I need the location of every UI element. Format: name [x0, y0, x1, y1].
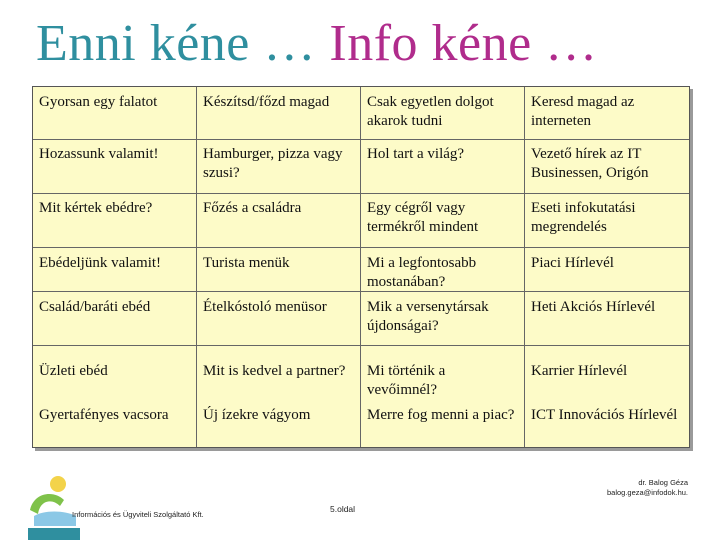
row-divider	[33, 193, 689, 194]
table-cell: Mit kértek ebédre?	[39, 200, 153, 216]
table-cell: Család/baráti ebéd	[39, 299, 151, 315]
table-cell: Heti Akciós Hírlevél	[531, 299, 656, 315]
title-part-info: Info kéne …	[329, 15, 598, 72]
table-cell: Mi történik a vevőimnél?	[367, 363, 446, 398]
table-cell: Üzleti ebéd	[39, 363, 108, 379]
column-divider	[360, 87, 361, 447]
table-cell: Ebédeljünk valamit!	[39, 255, 162, 271]
page-number: 5.oldal	[330, 504, 356, 514]
column-divider	[524, 87, 525, 447]
table-cell: Gyorsan egy falatot	[39, 94, 158, 110]
table-cell: Turista menük	[203, 255, 290, 271]
column-divider	[196, 87, 197, 447]
table-cell: Ételkóstoló menüsor	[203, 299, 327, 315]
title-part-food: Enni kéne …	[36, 15, 316, 72]
table-cell: Mit is kedvel a partner?	[203, 363, 346, 379]
comparison-table	[32, 86, 690, 448]
table-cell: Mik a versenytársak újdonságai?	[367, 299, 489, 334]
table-cell: Hol tart a világ?	[367, 146, 465, 162]
table-cell: ICT Innovációs Hírlevél	[531, 407, 678, 423]
table-cell: Hamburger, pizza vagy szusi?	[203, 146, 343, 181]
table-cell: Eseti infokutatási megrendelés	[531, 200, 636, 235]
row-divider	[33, 345, 689, 346]
table-cell: Új ízekre vágyom	[203, 407, 311, 423]
infodok-logo-icon	[24, 470, 84, 540]
table-cell: Merre fog menni a piac?	[367, 407, 515, 423]
author-info	[607, 478, 688, 498]
row-divider	[33, 139, 689, 140]
table-cell: Mi a legfontosabb mostanában?	[367, 255, 477, 290]
table-cell: Készítsd/főzd magad	[203, 94, 330, 110]
row-divider	[33, 291, 689, 292]
row-divider	[33, 247, 689, 248]
table-cell: Csak egyetlen dolgot akarok tudni	[367, 94, 494, 129]
company-name: Információs és Ügyviteli Szolgáltató Kft.	[72, 510, 204, 519]
table-cell: Egy cégről vagy termékről mindent	[367, 200, 479, 235]
table-cell: Piaci Hírlevél	[531, 255, 614, 271]
table-cell: Gyertafényes vacsora	[39, 407, 169, 423]
table-cell: Hozassunk valamit!	[39, 146, 159, 162]
table-cell: Vezető hírek az IT Businessen, Origón	[531, 146, 649, 181]
slide-title	[36, 12, 598, 76]
author-name: dr. Balog Géza	[638, 478, 688, 487]
author-email: balog.geza@infodok.hu.	[606, 488, 688, 497]
table-cell: Főzés a családra	[203, 200, 302, 216]
table-cell: Karrier Hírlevél	[531, 363, 628, 379]
table-cell: Keresd magad az interneten	[531, 94, 635, 129]
